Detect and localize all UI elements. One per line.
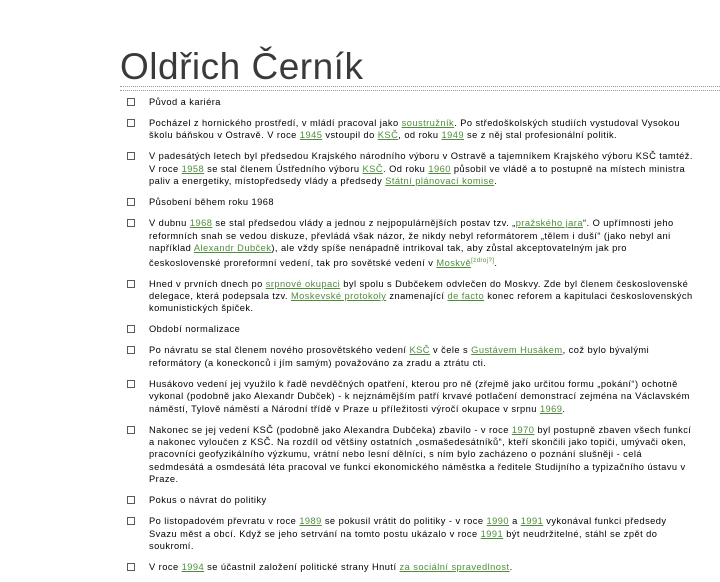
bullet-item — [127, 378, 695, 415]
bullet-text — [149, 97, 221, 107]
text-run: Nakonec se jej vedení KSČ (podobně jako Alexandra Dubčeka) zbavilo - v roce — [149, 424, 512, 435]
text-run: Husákovo vedení jej využilo k řadě nevděčných opatření, kterou pro ně (zřejmě jako určitou formu „pokání“) ochotně vykonal (podobně jako Alexandr Dubček) - k nejznámějším patří krvavé potlačení demonstrací zejména na Václavském náměstí, Tylově náměstí a Národní třídě v Praze u příležitosti výročí okupace v srpnu — [149, 378, 690, 414]
text-run: Působení během roku 1968 — [149, 197, 275, 208]
hyperlink[interactable]: pražského jara — [515, 218, 583, 229]
title-divider-top — [120, 86, 720, 87]
hyperlink[interactable]: 1989 — [299, 516, 322, 527]
text-run: . Od roku — [383, 163, 429, 174]
bullet-item — [127, 494, 695, 506]
square-bullet-icon — [127, 380, 135, 388]
hyperlink[interactable]: 1994 — [181, 562, 205, 572]
bullet-item — [127, 117, 695, 142]
square-bullet-icon — [127, 119, 135, 127]
text-run: se z něj stal profesionální politik. — [464, 130, 618, 141]
hyperlink[interactable]: Státní plánovací komise — [385, 176, 495, 187]
text-run: vykonával funkci předsedy Svazu měst a obcí. Když se jeho setrvání na tomto postu ukázalo v roce — [149, 516, 667, 539]
text-run: , což bylo bývalými reformátory (a koneckonců i jím samým) považováno za zradu a ztrátu cti. — [149, 345, 650, 368]
text-run: byl spolu s Dubčekem odvlečen do Moskvy. Zde byl členem československé delegace, která podepsala tzv. — [149, 278, 689, 301]
square-bullet-icon — [127, 346, 135, 354]
text-run: znamenající — [386, 290, 448, 301]
hyperlink[interactable]: KSČ — [409, 345, 430, 356]
bullet-text — [149, 379, 690, 414]
square-bullet-icon — [127, 426, 135, 434]
bullet-item — [127, 196, 695, 208]
bullet-text — [149, 345, 649, 367]
hyperlink[interactable]: 1949 — [441, 130, 464, 141]
square-bullet-icon — [127, 280, 135, 288]
text-run: . — [509, 562, 513, 572]
text-run: Po listopadovém převratu v roce — [149, 516, 300, 527]
hyperlink[interactable]: Moskevské protokoly — [290, 290, 387, 301]
hyperlink[interactable]: soustružník — [401, 118, 455, 128]
bullet-text — [149, 151, 693, 186]
hyperlink[interactable]: 1969 — [539, 403, 563, 414]
bullet-text — [149, 197, 274, 207]
hyperlink[interactable]: 1945 — [299, 130, 323, 141]
hyperlink[interactable]: 1991 — [520, 516, 544, 527]
hyperlink[interactable]: Alexandr Dubček — [193, 243, 272, 254]
slide-title: Oldřich Černík — [120, 46, 364, 87]
hyperlink[interactable]: Gustávem Husákem — [471, 345, 563, 356]
text-run: ), ale vždy spíše nenápadně intrikoval tak, aby zůstal akceptovatelným jak pro československé proreformní vedení, tak pro sovětské vedení v — [149, 243, 627, 268]
hyperlink[interactable]: KSČ — [362, 163, 383, 174]
citation-needed-marker[interactable]: [zdroj?] — [471, 257, 495, 264]
text-run: , od roku — [398, 130, 442, 141]
hyperlink[interactable]: 1960 — [428, 163, 451, 174]
bullet-item — [127, 515, 695, 552]
hyperlink[interactable]: za sociální spravedlnost — [399, 562, 510, 572]
hyperlink[interactable]: KSČ — [377, 130, 399, 141]
text-run: “. O upřímnosti jeho reformních snah se vedou diskuze, převládá však názor, že nikdy nebyl reformátorem „tělem i duší“ (jako nebyl ani například — [149, 218, 674, 254]
bullet-text — [149, 324, 240, 334]
text-run: se stal předsedou vlády a jednou z nejpopulárnějších postav tzv. „ — [212, 218, 516, 229]
bullet-text — [149, 118, 680, 140]
text-run: byl postupně zbaven všech funkcí a nakonec vyloučen z KSČ. Na rozdíl od většiny ostatních „osmašedesátníků“, kteří skončili jako topiči, umývači oken, pracovníci geofyzikálního výzkumu, vrátní nebo lesní dělníci, s ním bylo zacházeno o poznání slušněji - celá sedmdesátá a osmdesátá léta pracoval ve funkci ekonomického náměstka a ředitele Studijního a typizačního ústavu v Praze. — [149, 424, 692, 485]
square-bullet-icon — [127, 563, 135, 571]
text-run: . — [494, 257, 498, 268]
bullet-text — [149, 279, 693, 314]
text-run: Období normalizace — [149, 324, 241, 335]
text-run: Pokus o návrat do politiky — [149, 495, 267, 506]
square-bullet-icon — [127, 496, 135, 504]
text-run: V roce — [149, 562, 182, 572]
bullet-item — [127, 278, 695, 315]
text-run: vstoupil do — [322, 130, 378, 141]
square-bullet-icon — [127, 152, 135, 160]
hyperlink[interactable]: 1958 — [181, 163, 205, 174]
hyperlink[interactable]: 1990 — [486, 516, 510, 527]
text-run: a — [509, 516, 521, 527]
text-run: se stal členem Ústředního výboru — [204, 163, 363, 174]
hyperlink[interactable]: de facto — [447, 290, 485, 301]
square-bullet-icon — [127, 219, 135, 227]
square-bullet-icon — [127, 517, 135, 525]
hyperlink[interactable]: 1970 — [511, 424, 535, 435]
square-bullet-icon — [127, 98, 135, 106]
text-run: v čele s — [429, 345, 472, 356]
text-run: V dubnu — [149, 218, 190, 229]
text-run: působil ve vládě a to postupně na místech ministra paliv a energetiky, místopředsedy vlády a předsedy — [149, 163, 686, 187]
text-run: být neudržitelné, stáhl se zpět do soukromí. — [149, 528, 658, 551]
hyperlink[interactable]: srpnové okupaci — [265, 278, 341, 289]
text-run: konec reforem a kapitulaci československých komunistických špiček. — [149, 290, 693, 314]
hyperlink[interactable]: Moskvě — [436, 257, 472, 268]
bullet-text — [149, 516, 667, 551]
hyperlink[interactable]: 1968 — [189, 218, 213, 229]
bullet-text — [149, 495, 267, 505]
text-run: . — [562, 403, 566, 414]
bullet-list — [127, 96, 695, 582]
bullet-item — [127, 344, 695, 369]
bullet-item — [127, 561, 695, 573]
text-run: se pokusil vrátit do politiky - v roce — [321, 516, 487, 527]
title-divider-bottom — [120, 90, 720, 91]
text-run: Hned v prvních dnech po — [149, 278, 266, 289]
text-run: Pocházel z hornického prostředí, v mládí pracoval jako — [149, 118, 402, 128]
bullet-item — [127, 150, 695, 187]
bullet-text — [149, 562, 513, 572]
square-bullet-icon — [127, 198, 135, 206]
bullet-text — [149, 218, 674, 267]
text-run: Po návratu se stal členem nového prosovětského vedení — [149, 345, 410, 356]
text-run: V padesátých letech byl předsedou Krajského národního výboru v Ostravě a tajemníkem Krajského výboru KSČ tamtéž. V roce — [149, 151, 693, 174]
bullet-text — [149, 425, 691, 485]
text-run: . Po středoškolských studiích vystudoval Vysokou školu báňskou v Ostravě. V roce — [149, 118, 681, 141]
text-run: se účastnil založení politické strany Hnutí — [204, 562, 400, 572]
bullet-item — [127, 217, 695, 269]
text-run: Původ a kariéra — [149, 97, 221, 107]
bullet-item — [127, 323, 695, 335]
bullet-item — [127, 424, 695, 486]
bullet-item — [127, 96, 695, 108]
square-bullet-icon — [127, 325, 135, 333]
text-run: . — [494, 176, 498, 187]
hyperlink[interactable]: 1991 — [480, 528, 504, 539]
